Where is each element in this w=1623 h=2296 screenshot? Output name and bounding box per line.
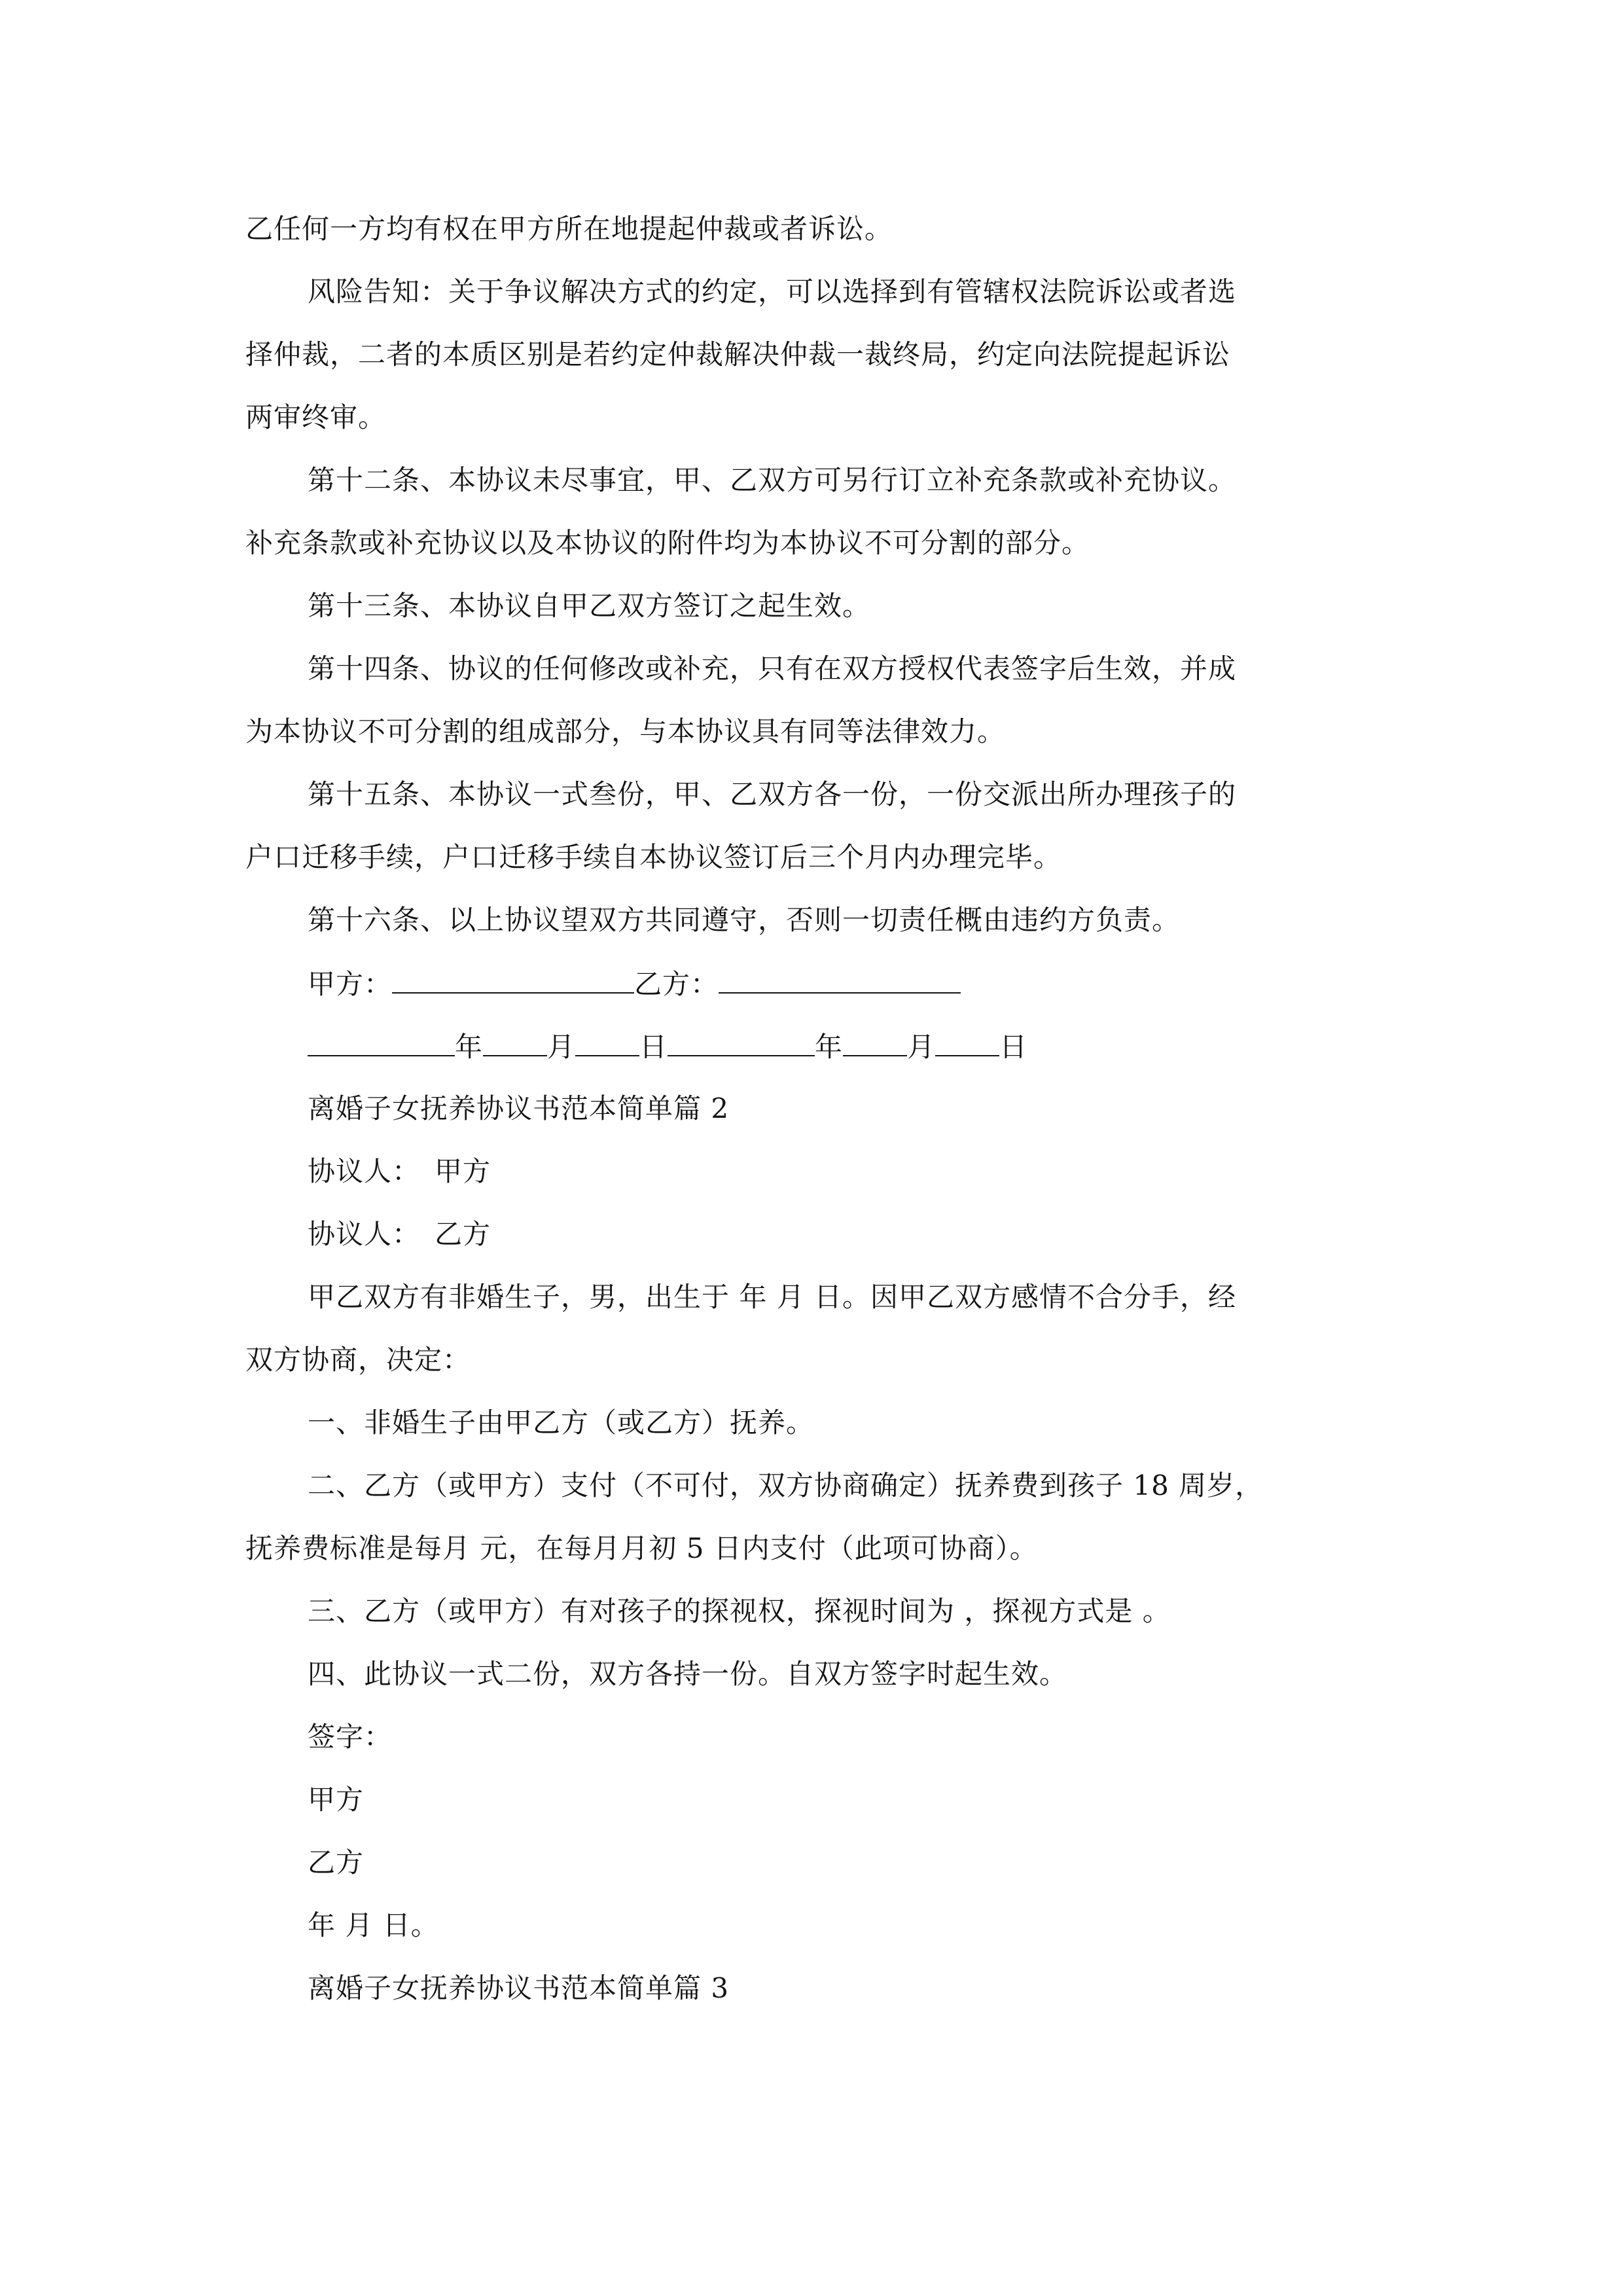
party-a-label: 甲方： <box>308 968 393 1000</box>
article-13: 第十三条、本协议自甲乙双方签订之起生效。 <box>308 590 871 622</box>
signature-parties-line <box>308 966 961 1001</box>
date-b-year-label: 年 <box>815 1031 844 1063</box>
party-a-blank <box>392 966 634 994</box>
risk-notice-line-3: 两审终审。 <box>245 401 387 433</box>
party-b-blank <box>719 966 961 994</box>
date-b-month-label: 月 <box>907 1031 936 1063</box>
item-1: 一、非婚生子由甲乙方（或乙方）抚养。 <box>308 1407 815 1439</box>
article-12-line-1: 第十二条、本协议未尽事宜，甲、乙双方可另行订立补充条款或补充协议。 <box>308 464 1237 496</box>
risk-notice-line-2: 择仲裁，二者的本质区别是若约定仲裁解决仲裁一裁终局，约定向法院提起诉讼 <box>245 338 1231 370</box>
section-title-3: 离婚子女抚养协议书范本简单篇 3 <box>308 1972 730 2004</box>
date-blank-b-year <box>668 1029 815 1056</box>
signature-party-a: 甲方 <box>308 1784 365 1816</box>
risk-notice-line-1: 风险告知：关于争议解决方式的约定，可以选择到有管辖权法院诉讼或者选 <box>308 276 1237 308</box>
party-b-label: 乙方： <box>634 968 719 1000</box>
date-blank-b-day <box>935 1029 999 1056</box>
signature-dates-line <box>308 1029 1027 1064</box>
agreer-line-2: 协议人： 乙方 <box>308 1218 491 1250</box>
item-2-line-2: 抚养费标准是每月 元，在每月月初 5 日内支付（此项可协商）。 <box>245 1532 1038 1564</box>
signature-date: 年 月 日。 <box>308 1909 439 1941</box>
article-15-line-1: 第十五条、本协议一式叁份，甲、乙双方各一份，一份交派出所办理孩子的 <box>308 778 1237 810</box>
article-16: 第十六条、以上协议望双方共同遵守，否则一切责任概由违约方负责。 <box>308 904 1181 936</box>
article-15-line-2: 户口迁移手续，户口迁移手续自本协议签订后三个月内办理完毕。 <box>245 841 1062 873</box>
date-blank-a-year <box>308 1029 455 1056</box>
section-title-2: 离婚子女抚养协议书范本简单篇 2 <box>308 1092 730 1124</box>
date-b-day-label: 日 <box>999 1031 1028 1063</box>
article-12-line-2: 补充条款或补充协议以及本协议的附件均为本协议不可分割的部分。 <box>245 527 1090 559</box>
signature-party-b: 乙方 <box>308 1846 365 1878</box>
item-3: 三、乙方（或甲方）有对孩子的探视权，探视时间为 ，探视方式是 。 <box>308 1595 1171 1627</box>
paragraph-continuation: 乙任何一方均有权在甲方所在地提起仲裁或者诉讼。 <box>245 213 893 245</box>
intro-line-1: 甲乙双方有非婚生子，男，出生于 年 月 日。因甲乙双方感情不合分手，经 <box>308 1281 1237 1313</box>
date-blank-b-month <box>843 1029 907 1056</box>
date-blank-a-month <box>483 1029 547 1056</box>
signature-label: 签字： <box>308 1721 393 1753</box>
date-a-day-label: 日 <box>639 1031 668 1063</box>
article-14-line-2: 为本协议不可分割的组成部分，与本协议具有同等法律效力。 <box>245 715 1006 747</box>
agreer-line-1: 协议人： 甲方 <box>308 1155 491 1187</box>
item-2-line-1: 二、乙方（或甲方）支付（不可付，双方协商确定）抚养费到孩子 18 周岁， <box>308 1469 1264 1501</box>
item-4: 四、此协议一式二份，双方各持一份。自双方签字时起生效。 <box>308 1658 1068 1690</box>
date-a-year-label: 年 <box>455 1031 484 1063</box>
date-a-month-label: 月 <box>547 1031 576 1063</box>
article-14-line-1: 第十四条、协议的任何修改或补充，只有在双方授权代表签字后生效，并成 <box>308 653 1237 685</box>
date-blank-a-day <box>575 1029 639 1056</box>
intro-line-2: 双方协商，决定： <box>245 1344 471 1376</box>
